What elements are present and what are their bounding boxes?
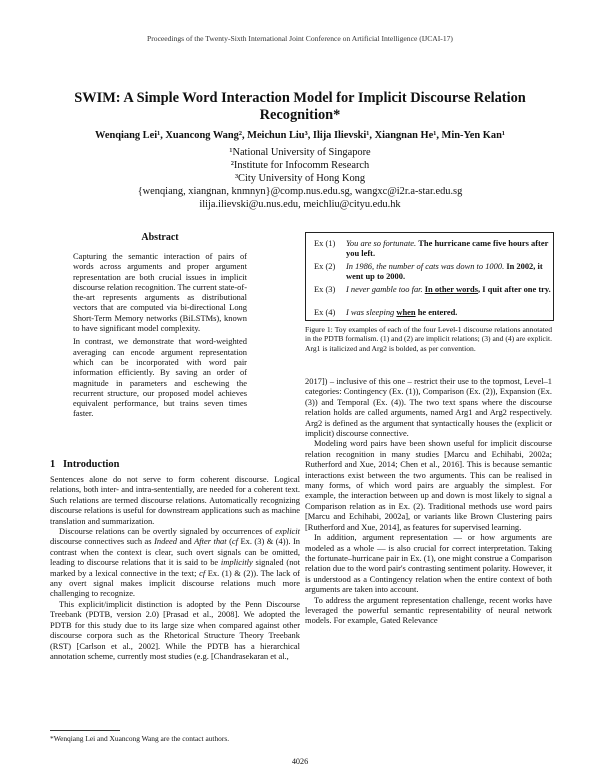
example-arg2: In 2002, it went up to 2000. bbox=[346, 261, 543, 282]
example-label: Ex (3) bbox=[314, 284, 336, 294]
abstract-paragraph-1: Capturing the semantic interaction of pairs of words across arguments and proper argument representation are both crucial issues in implicit discourse relation recognition. The current state-of-the-art represents arguments as distributional vectors that are computed via bi-directional Long Short-Term Memory networks (BiLSTMs), known to have significant model complexity. bbox=[73, 251, 247, 334]
affiliation-3: ³City University of Hong Kong bbox=[234, 173, 366, 184]
body-paragraph-4: To address the argument representation challenge, recent works have leveraged the powerful semantic representability of neural network models. For example, Gated Relevance bbox=[305, 594, 552, 626]
examples-figure-box bbox=[305, 232, 554, 321]
example-label: Ex (1) bbox=[314, 238, 336, 248]
body-paragraph-2: Modeling word pairs have been shown useful for implicit discourse relation recognition in many studies [Marcu and Echihabi, 2002a; Rutherford and Xue, 2014; Chen et al., 2016]. This is because semantic interactions exist between the two arguments. This can be realised in many forms, of which word pairs are arguably the simplest. For example, the interaction between up and down is most likely to signal a Comparison relation as in Ex. (2). Traditional methods use word pairs [Marcu and Echihabi, 2002a], or variants like Brown Clustering pairs [Rutherford and Xue, 2014], as features for supervised learning. bbox=[305, 438, 552, 532]
intro-paragraph-3: This explicit/implicit distinction is adopted by the Penn Discourse Treebank (PDTB, version 2.0) [Prasad et al., 2008]. We adopted the PDTB for this study due to its large size when compared against other discourse corpora such as the Rhetorical Structure Theory Treebank (RST) [Carlson et al., 2002]. While the PDTB has a hierarchical annotation scheme, currently most studies (e.g. [Chandrasekaran et al., bbox=[50, 598, 300, 661]
section-title: Introduction bbox=[63, 459, 120, 470]
email-line-2: ilija.ilievski@u.nus.edu, meichliu@cityu.edu.hk bbox=[199, 199, 401, 210]
footnote: *Wenqiang Lei and Xuancong Wang are the contact authors. bbox=[50, 734, 230, 743]
affiliation-1: ¹National University of Singapore bbox=[229, 147, 371, 158]
body-paragraph-3: In addition, argument representation — or how arguments are modeled as a whole — is also crucial for correct interpretation. Taking the fortunate–hurricane pair in Ex. (1), one might construe a Comparison relation due to the word pair's contrasting sentiment polarity. However, it is understood as a Contingency relation when the entire context of both arguments are taken into account. bbox=[305, 532, 552, 595]
left-column-text bbox=[50, 474, 300, 661]
example-arg2: , I quit after one try. bbox=[478, 284, 551, 294]
intro-paragraph-1: Sentences alone do not serve to form coherent discourse. Logical relations, both inter- and intra-sententially, are needed for a coherent text. Such relations are termed discourse relations. Automatically recognizing discourse relations is useful for downstream applications such as machine translation and summarization. bbox=[50, 474, 300, 526]
footnote-divider bbox=[50, 730, 120, 731]
figure-caption: Figure 1: Toy examples of each of the four Level-1 discourse relations annotated in the PDTB formalism. (1) and (2) are implicit relations; (3) and (4) are explicit. Arg1 is italicized and Arg2 is bolded, as per convention. bbox=[305, 325, 552, 353]
example-arg2: he entered. bbox=[415, 307, 458, 317]
example-arg1: You are so fortunate. bbox=[346, 238, 417, 248]
author-list: Wenqiang Lei¹, Xuancong Wang², Meichun Liu³, Ilija Ilievski¹, Xiangnan He¹, Min-Yen Kan¹ bbox=[95, 130, 505, 141]
abstract-body bbox=[73, 251, 247, 422]
section-heading-introduction bbox=[50, 459, 119, 470]
right-column-text bbox=[305, 376, 552, 626]
abstract-heading: Abstract bbox=[141, 232, 179, 243]
example-connective: In other words bbox=[424, 284, 479, 294]
example-arg1: I never gamble too far. bbox=[346, 284, 423, 294]
paper-title: SWIM: A Simple Word Interaction Model for Implicit Discourse Relation Recognition* bbox=[74, 90, 526, 123]
intro-paragraph-2: Discourse relations can be overtly signaled by occurrences of explicit discourse connectives such as Indeed and After that (cf Ex. (3) & (4)). In contrast when the context is clear, such overt signals can be omitted, leading to discourse relations that it is said to be implicitly signaled (not marked by a lexical connective in the text; cf Ex. (1) & (2)). The lack of any overt signal makes implicit discourse relations much more challenging to recognize. bbox=[50, 526, 301, 599]
proceedings-header: Proceedings of the Twenty-Sixth International Joint Conference on Artificial Intelligence (IJCAI-17) bbox=[147, 34, 453, 43]
section-number: 1 bbox=[50, 459, 56, 470]
abstract-paragraph-2: In contrast, we demonstrate that word-weighted averaging can encode argument representation which can be incorporated with word pair information efficiently. By saving an order of magnitude in parameters and eschewing the recurrent structure, our proposed model achieves equivalent performance, but trains seven times faster. bbox=[73, 336, 247, 419]
email-line-1: {wenqiang, xiangnan, knmnyn}@comp.nus.edu.sg, wangxc@i2r.a-star.edu.sg bbox=[137, 186, 463, 197]
example-label: Ex (4) bbox=[314, 307, 336, 317]
example-arg1: In 1986, the number of cats was down to 1000. bbox=[346, 261, 505, 271]
affiliation-2: ²Institute for Infocomm Research bbox=[230, 160, 370, 171]
example-connective: when bbox=[396, 307, 416, 317]
example-arg2: The hurricane came five hours after you left. bbox=[346, 238, 549, 259]
example-arg1: I was sleeping bbox=[346, 307, 397, 317]
page-number: 4026 bbox=[291, 757, 309, 766]
body-paragraph-1: 2017]) – inclusive of this one – restrict their use to the topmost, Level–1 categories: Contingency (Ex. (1)), Comparison (Ex. (2)), Expansion (Ex. (3)) and Temporal (Ex. (4)). The two text spans where the discourse relation holds are called arguments, named Arg1 and Arg2 respectively. Arg2 is defined as the argument that syntactically houses the (explicit or implicit) discourse connective. bbox=[305, 376, 552, 439]
example-label: Ex (2) bbox=[314, 261, 336, 271]
